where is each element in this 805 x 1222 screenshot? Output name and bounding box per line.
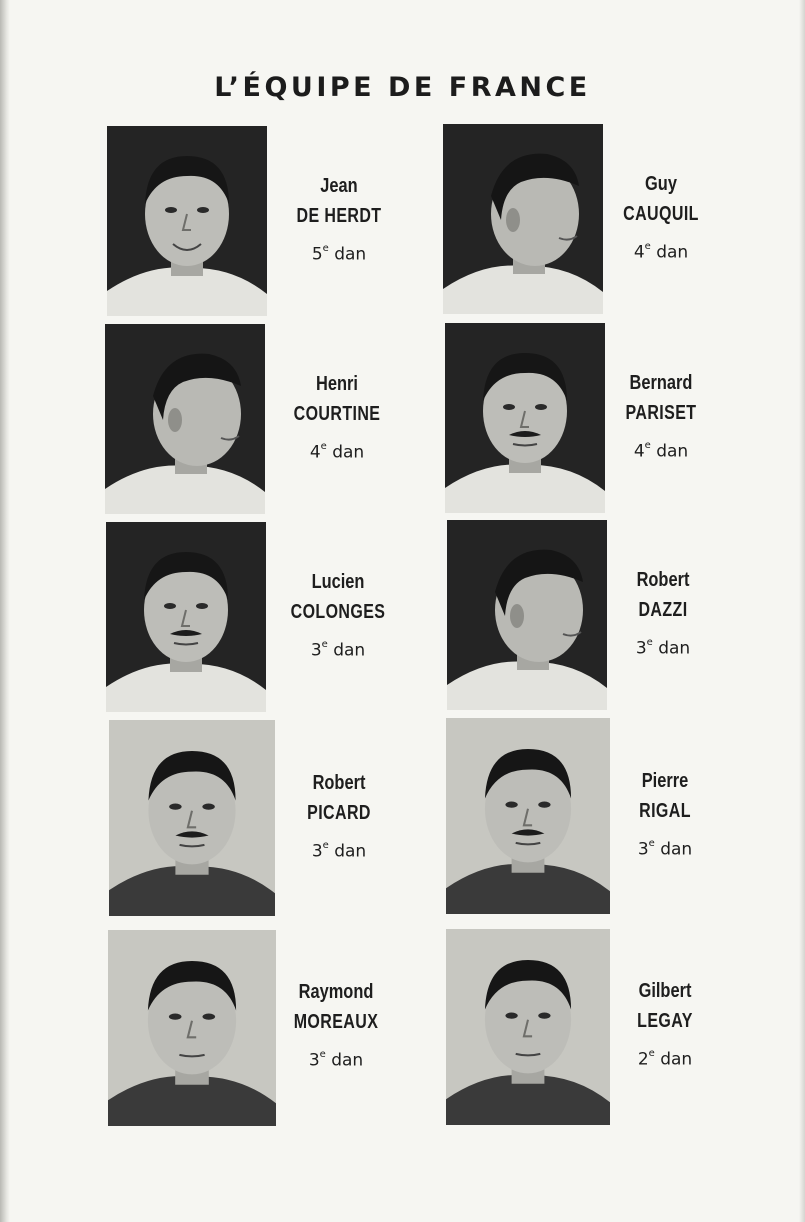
- member-photo: [445, 323, 605, 513]
- member-last-name: PARISET: [625, 402, 697, 424]
- member-last-name: COURTINE: [293, 403, 381, 425]
- portrait-image: [105, 324, 265, 514]
- member-first-name: Robert: [636, 569, 690, 591]
- member-caption: [273, 567, 403, 661]
- member-last-name: RIGAL: [639, 800, 691, 822]
- member-grade: 3e dan: [635, 637, 691, 659]
- member-last-name: COLONGES: [290, 601, 386, 623]
- member-last-name: CAUQUIL: [623, 203, 699, 225]
- member-first-name: Bernard: [629, 372, 693, 394]
- member-first-name: Gilbert: [638, 980, 692, 1002]
- member-grade: 2e dan: [637, 1048, 693, 1070]
- member-first-name: Jean: [320, 175, 358, 197]
- member-last-name: DAZZI: [638, 599, 688, 621]
- portrait-image: [443, 124, 603, 314]
- member-caption: [600, 976, 730, 1070]
- member-grade: 4e dan: [633, 241, 689, 263]
- member-first-name: Henri: [316, 373, 358, 395]
- portrait-image: [107, 126, 267, 316]
- portrait-image: [446, 718, 610, 914]
- member-last-name: PICARD: [307, 802, 371, 824]
- page-right-edge: [799, 0, 805, 1222]
- member-grade: 4e dan: [633, 440, 689, 462]
- member-grade: 3e dan: [311, 840, 367, 862]
- member-caption: [598, 565, 728, 659]
- member-photo: [447, 520, 607, 710]
- portrait-image: [108, 930, 276, 1126]
- member-grade: 3e dan: [310, 639, 366, 661]
- member-grade: 5e dan: [311, 243, 367, 265]
- member-last-name: DE HERDT: [296, 205, 382, 227]
- member-caption: [274, 171, 404, 265]
- member-grade: 4e dan: [309, 441, 365, 463]
- member-grade: 3e dan: [637, 838, 693, 860]
- member-caption: [274, 768, 404, 862]
- member-first-name: Pierre: [641, 770, 689, 792]
- member-photo: [107, 126, 267, 316]
- portrait-image: [109, 720, 275, 916]
- portrait-image: [445, 323, 605, 513]
- member-caption: [596, 368, 726, 462]
- member-first-name: Robert: [312, 772, 366, 794]
- portrait-image: [446, 929, 610, 1125]
- member-caption: [600, 766, 730, 860]
- member-caption: [271, 977, 401, 1071]
- member-photo: [446, 929, 610, 1125]
- member-first-name: Guy: [645, 173, 677, 195]
- member-caption: [596, 169, 726, 263]
- portrait-image: [447, 520, 607, 710]
- member-photo: [443, 124, 603, 314]
- member-photo: [109, 720, 275, 916]
- member-last-name: LEGAY: [637, 1010, 693, 1032]
- page-title: L’ÉQUIPE DE FRANCE: [214, 72, 591, 103]
- member-caption: [272, 369, 402, 463]
- page-left-edge: [0, 0, 10, 1222]
- member-photo: [108, 930, 276, 1126]
- portrait-image: [106, 522, 266, 712]
- member-photo: [105, 324, 265, 514]
- member-photo: [446, 718, 610, 914]
- member-last-name: MOREAUX: [293, 1011, 379, 1033]
- member-grade: 3e dan: [308, 1049, 364, 1071]
- member-first-name: Raymond: [298, 981, 374, 1003]
- member-photo: [106, 522, 266, 712]
- member-first-name: Lucien: [311, 571, 365, 593]
